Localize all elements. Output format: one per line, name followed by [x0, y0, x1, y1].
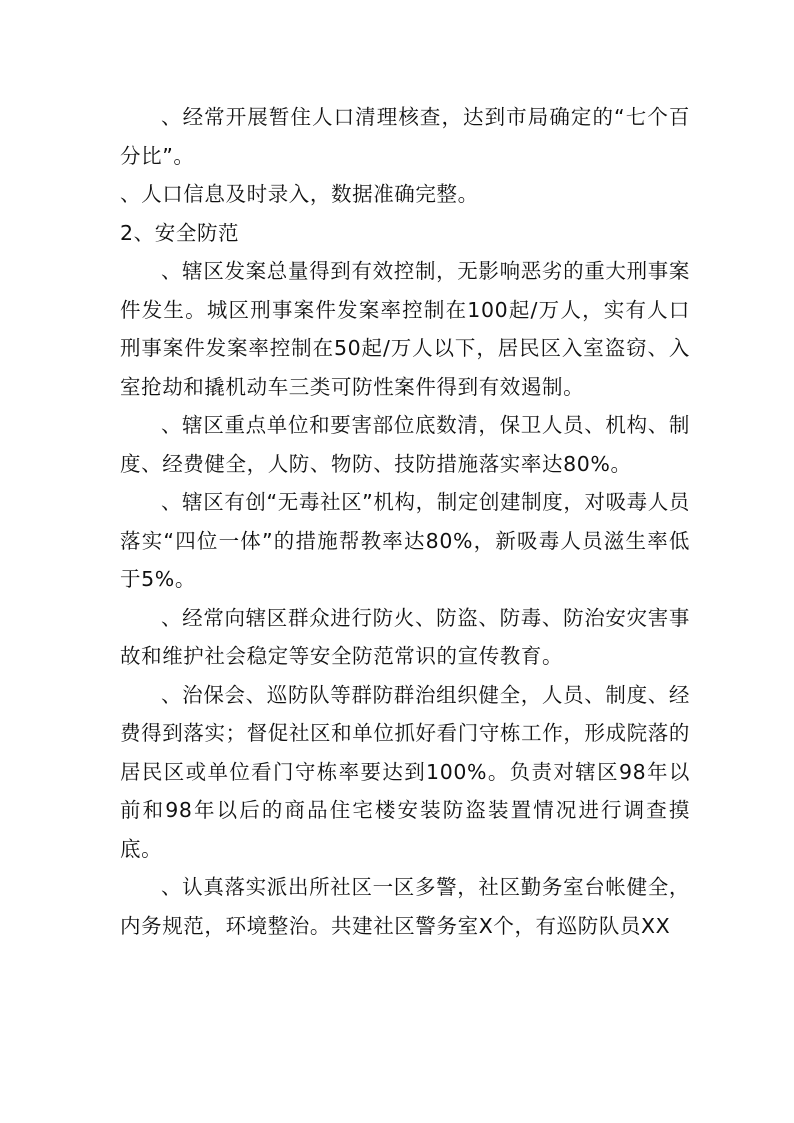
paragraph-temporary-population-check: 、经常开展暂住人口清理核查，达到市局确定的“七个百分比”。	[120, 105, 690, 168]
document-body	[120, 98, 690, 945]
section-heading-safety-prevention: 2、安全防范	[120, 220, 240, 245]
paragraph-case-control: 、辖区发案总量得到有效控制，无影响恶劣的重大刑事案件发生。城区刑事案件发案率控制在100起/万人，实有人口刑事案件发案率控制在50起/万人以下，居民区入室盗窃、入室抢劫和撬机动车三类可防性案件得到有效遏制。	[120, 259, 690, 399]
paragraph-population-info-entry: 、人口信息及时录入，数据准确完整。	[120, 182, 479, 206]
paragraph-drug-free-community: 、辖区有创“无毒社区”机构，制定创建制度，对吸毒人员落实“四位一体”的措施帮教率达80%，新吸毒人员滋生率低于5%。	[120, 490, 690, 591]
paragraph-patrol-organizations: 、治保会、巡防队等群防群治组织健全，人员、制度、经费得到落实；督促社区和单位抓好看门守栋工作，形成院落的居民区或单位看门守栋率要达到100%。负责对辖区98年以前和98年以后的商品住宅楼安装防盗装置情况进行调查摸底。	[120, 682, 690, 861]
paragraph-community-police-office: 、认真落实派出所社区一区多警，社区勤务室台帐健全，内务规范，环境整治。共建社区警务室X个，有巡防队员XX	[120, 875, 690, 938]
paragraph-safety-education: 、经常向辖区群众进行防火、防盗、防毒、防治安灾害事故和维护社会稳定等安全防范常识的宣传教育。	[120, 605, 690, 668]
paragraph-key-units: 、辖区重点单位和要害部位底数清，保卫人员、机构、制度、经费健全，人防、物防、技防措施落实率达80%。	[120, 413, 690, 476]
